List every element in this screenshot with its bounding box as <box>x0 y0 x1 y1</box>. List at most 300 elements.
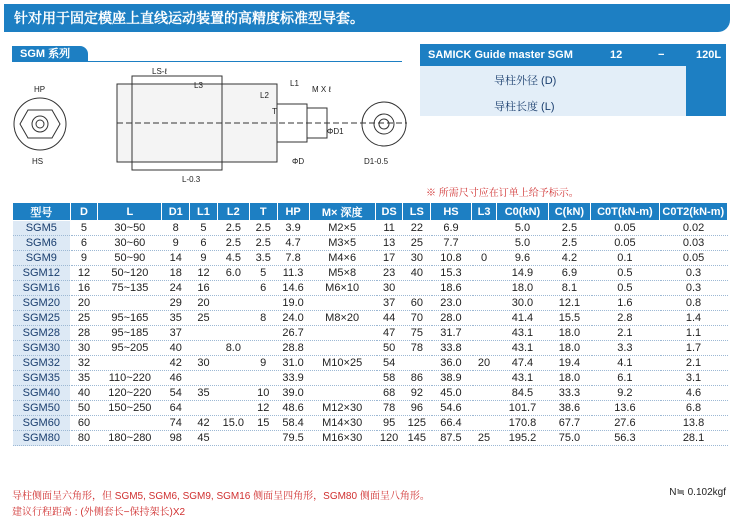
spec-cell: 30 <box>403 251 431 266</box>
spec-cell: 38.6 <box>548 401 591 416</box>
spec-cell <box>217 386 249 401</box>
spec-cell: 75 <box>403 326 431 341</box>
order-notice: ※ 所需尺寸应在订单上给予标示。 <box>426 188 579 199</box>
th-t: T <box>249 203 277 221</box>
banner-title: 针对用于固定模座上直线运动装置的高精度标准型导套。 <box>14 10 364 26</box>
spec-cell: 2.5 <box>249 221 277 236</box>
spec-cell <box>217 401 249 416</box>
spec-cell: 80 <box>70 431 98 446</box>
spec-cell: 9 <box>190 251 218 266</box>
order-code-d: 12 <box>610 49 623 61</box>
spec-cell <box>309 326 375 341</box>
spec-cell: 11 <box>375 221 403 236</box>
model-cell: SGM16 <box>13 281 71 296</box>
spec-cell: 18.6 <box>431 281 472 296</box>
spec-cell: 6 <box>70 236 98 251</box>
th-l: L <box>98 203 162 221</box>
spec-cell: 29 <box>162 296 190 311</box>
spec-cell <box>309 296 375 311</box>
spec-cell <box>471 311 497 326</box>
spec-cell: 15.5 <box>548 311 591 326</box>
spec-cell <box>471 296 497 311</box>
spec-cell: 78 <box>375 401 403 416</box>
spec-cell: 120 <box>375 431 403 446</box>
spec-cell: 28.1 <box>659 431 727 446</box>
spec-cell: 50~90 <box>98 251 162 266</box>
spec-cell: M12×30 <box>309 401 375 416</box>
spec-cell: 95~165 <box>98 311 162 326</box>
label-hs: HS <box>32 157 44 166</box>
label-d1-05: D1-0.5 <box>364 157 389 166</box>
spec-cell: 10 <box>249 386 277 401</box>
spec-cell: 7.8 <box>277 251 309 266</box>
spec-cell: 24 <box>162 281 190 296</box>
model-cell: SGM9 <box>13 251 71 266</box>
order-code-line2: 导柱长度 (L) <box>494 101 555 113</box>
spec-cell <box>309 341 375 356</box>
series-tab: SGM 系列 <box>12 46 88 62</box>
spec-cell: 8 <box>162 221 190 236</box>
spec-cell: 5 <box>190 221 218 236</box>
spec-cell: 120~220 <box>98 386 162 401</box>
spec-cell: 145 <box>403 431 431 446</box>
spec-cell: 2.1 <box>591 326 659 341</box>
spec-cell: 2.1 <box>659 356 727 371</box>
spec-cell: 0.1 <box>591 251 659 266</box>
spec-cell <box>249 371 277 386</box>
table-row <box>13 341 728 356</box>
spec-cell: 7.7 <box>431 236 472 251</box>
spec-cell: 43.1 <box>497 341 548 356</box>
spec-cell: 66.4 <box>431 416 472 431</box>
th-model: 型号 <box>13 203 71 221</box>
spec-cell: 70 <box>403 311 431 326</box>
spec-cell: 18 <box>162 266 190 281</box>
th-d1: D1 <box>162 203 190 221</box>
spec-cell: 95~185 <box>98 326 162 341</box>
order-code-head <box>420 44 726 66</box>
spec-cell: 28 <box>70 326 98 341</box>
spec-cell: 24.0 <box>277 311 309 326</box>
spec-cell: 0.03 <box>659 236 727 251</box>
table-row <box>13 326 728 341</box>
end-view-left-hex <box>20 110 60 138</box>
th-ds: DS <box>375 203 403 221</box>
label-ls: LS-ℓ <box>152 67 168 76</box>
spec-cell: 8 <box>249 311 277 326</box>
spec-cell: M14×30 <box>309 416 375 431</box>
spec-cell: 50 <box>375 341 403 356</box>
th-ls: LS <box>403 203 431 221</box>
spec-cell: 35 <box>190 386 218 401</box>
spec-cell <box>471 281 497 296</box>
model-cell: SGM5 <box>13 221 71 236</box>
spec-cell: 50 <box>70 401 98 416</box>
spec-cell: 4.5 <box>217 251 249 266</box>
spec-cell: 6.9 <box>431 221 472 236</box>
spec-cell: 20 <box>190 296 218 311</box>
spec-cell: 15.0 <box>217 416 249 431</box>
spec-cell: 1.1 <box>659 326 727 341</box>
spec-cell: 25 <box>403 236 431 251</box>
spec-cell: 4.6 <box>659 386 727 401</box>
spec-cell: 30.0 <box>497 296 548 311</box>
spec-cell: M8×20 <box>309 311 375 326</box>
th-l2: L2 <box>217 203 249 221</box>
spec-cell: 170.8 <box>497 416 548 431</box>
spec-cell: 56.3 <box>591 431 659 446</box>
spec-cell: 9.6 <box>497 251 548 266</box>
model-cell: SGM40 <box>13 386 71 401</box>
spec-cell: 101.7 <box>497 401 548 416</box>
spec-cell: 45 <box>190 431 218 446</box>
order-code-brand: SAMICK Guide master SGM <box>428 49 573 61</box>
spec-cell: 4.7 <box>277 236 309 251</box>
spec-cell: 23 <box>375 266 403 281</box>
spec-cell: 0.05 <box>591 236 659 251</box>
spec-cell: 195.2 <box>497 431 548 446</box>
table-row <box>13 251 728 266</box>
model-cell: SGM6 <box>13 236 71 251</box>
spec-cell: 31.7 <box>431 326 472 341</box>
spec-cell: 13.6 <box>591 401 659 416</box>
spec-cell: 9.2 <box>591 386 659 401</box>
spec-cell <box>217 296 249 311</box>
spec-cell: 2.5 <box>249 236 277 251</box>
model-cell: SGM30 <box>13 341 71 356</box>
spec-cell: 19.4 <box>548 356 591 371</box>
spec-cell: 96 <box>403 401 431 416</box>
spec-header-row <box>13 203 728 221</box>
spec-cell: 1.6 <box>591 296 659 311</box>
spec-cell: 30~50 <box>98 221 162 236</box>
spec-cell: 48.6 <box>277 401 309 416</box>
spec-cell: 28.8 <box>277 341 309 356</box>
spec-cell <box>98 356 162 371</box>
model-cell: SGM35 <box>13 371 71 386</box>
spec-cell: 18.0 <box>548 371 591 386</box>
spec-cell <box>403 356 431 371</box>
label-t: T <box>272 107 277 116</box>
label-l3: L3 <box>194 81 203 90</box>
spec-cell: 125 <box>403 416 431 431</box>
spec-cell: 87.5 <box>431 431 472 446</box>
spec-cell: 9 <box>162 236 190 251</box>
spec-cell: 75.0 <box>548 431 591 446</box>
spec-cell: 47 <box>375 326 403 341</box>
order-code-dash: − <box>658 49 665 61</box>
table-row <box>13 431 728 446</box>
spec-cell: 9 <box>249 356 277 371</box>
spec-cell: 11.3 <box>277 266 309 281</box>
spec-cell <box>217 281 249 296</box>
spec-cell: 22 <box>403 221 431 236</box>
spec-cell <box>471 236 497 251</box>
spec-cell: 0.3 <box>659 266 727 281</box>
spec-cell: 42 <box>162 356 190 371</box>
order-code-line1: 导柱外径 (D) <box>494 75 557 87</box>
spec-cell: 25 <box>70 311 98 326</box>
spec-cell: 78 <box>403 341 431 356</box>
spec-cell: 15 <box>249 416 277 431</box>
footer-note-2: 建议行程距离 : (外侧套长−保持架长)X2 <box>12 507 186 518</box>
spec-cell: 110~220 <box>98 371 162 386</box>
spec-cell: 1.4 <box>659 311 727 326</box>
spec-cell: 39.0 <box>277 386 309 401</box>
order-code-box <box>420 44 726 116</box>
spec-cell: 16 <box>70 281 98 296</box>
spec-cell <box>471 401 497 416</box>
spec-cell: 50~120 <box>98 266 162 281</box>
spec-cell: 40 <box>403 266 431 281</box>
spec-cell: M10×25 <box>309 356 375 371</box>
spec-cell: 47.4 <box>497 356 548 371</box>
spec-cell: 0.5 <box>591 266 659 281</box>
spec-cell <box>190 401 218 416</box>
th-l1: L1 <box>190 203 218 221</box>
spec-cell: 2.5 <box>217 236 249 251</box>
spec-cell: 5.0 <box>497 236 548 251</box>
spec-cell: 37 <box>375 296 403 311</box>
spec-cell <box>309 371 375 386</box>
spec-cell <box>471 371 497 386</box>
spec-cell: 2.5 <box>217 221 249 236</box>
spec-cell: 20 <box>70 296 98 311</box>
spec-cell: 33.3 <box>548 386 591 401</box>
spec-cell: 13.8 <box>659 416 727 431</box>
spec-cell: 2.8 <box>591 311 659 326</box>
th-l3: L3 <box>471 203 497 221</box>
spec-cell: 19.0 <box>277 296 309 311</box>
spec-cell: 25 <box>471 431 497 446</box>
spec-cell: 40 <box>162 341 190 356</box>
spec-cell: 2.5 <box>548 221 591 236</box>
table-row <box>13 296 728 311</box>
spec-cell: 42 <box>190 416 218 431</box>
spec-cell: 35 <box>162 311 190 326</box>
spec-cell: 3.1 <box>659 371 727 386</box>
spec-cell: 64 <box>162 401 190 416</box>
spec-cell: 0.05 <box>659 251 727 266</box>
spec-cell: 0.05 <box>591 221 659 236</box>
spec-cell: 30 <box>70 341 98 356</box>
spec-cell <box>471 386 497 401</box>
model-cell: SGM12 <box>13 266 71 281</box>
spec-cell <box>217 311 249 326</box>
spec-cell: 6.0 <box>217 266 249 281</box>
table-row <box>13 356 728 371</box>
end-view-left-outer <box>14 98 66 150</box>
model-cell: SGM20 <box>13 296 71 311</box>
spec-cell: 44 <box>375 311 403 326</box>
spec-cell: 98 <box>162 431 190 446</box>
spec-cell: 27.6 <box>591 416 659 431</box>
order-code-body <box>420 66 726 116</box>
table-row <box>13 416 728 431</box>
spec-cell: 6.9 <box>548 266 591 281</box>
spec-cell: 0 <box>471 251 497 266</box>
spec-cell: 95~205 <box>98 341 162 356</box>
spec-cell: 36.0 <box>431 356 472 371</box>
spec-cell <box>190 341 218 356</box>
spec-cell: 86 <box>403 371 431 386</box>
spec-cell <box>217 356 249 371</box>
spec-cell: M2×5 <box>309 221 375 236</box>
spec-cell <box>217 431 249 446</box>
spec-cell <box>471 416 497 431</box>
spec-cell: M3×5 <box>309 236 375 251</box>
spec-cell: 2.5 <box>548 236 591 251</box>
th-hp: HP <box>277 203 309 221</box>
table-row <box>13 266 728 281</box>
spec-cell: 33.8 <box>431 341 472 356</box>
model-cell: SGM50 <box>13 401 71 416</box>
spec-cell: 33.9 <box>277 371 309 386</box>
spec-cell: 0.8 <box>659 296 727 311</box>
spec-cell: 180~280 <box>98 431 162 446</box>
th-c0t: C0T(kN-m) <box>591 203 659 221</box>
spec-cell: 10.8 <box>431 251 472 266</box>
spec-cell: 25 <box>190 311 218 326</box>
spec-cell: 60 <box>70 416 98 431</box>
spec-cell <box>403 281 431 296</box>
spec-cell: 75~135 <box>98 281 162 296</box>
label-l2: L2 <box>260 91 269 100</box>
spec-cell: 12 <box>190 266 218 281</box>
spec-cell: 54.6 <box>431 401 472 416</box>
spec-cell <box>249 431 277 446</box>
spec-cell: 30~60 <box>98 236 162 251</box>
spec-cell <box>190 371 218 386</box>
spec-cell: 12 <box>249 401 277 416</box>
table-row <box>13 236 728 251</box>
spec-cell: 84.5 <box>497 386 548 401</box>
table-row <box>13 386 728 401</box>
spec-cell: 67.7 <box>548 416 591 431</box>
model-cell: SGM80 <box>13 431 71 446</box>
spec-cell: 0.5 <box>591 281 659 296</box>
table-row <box>13 281 728 296</box>
spec-cell: 6 <box>249 281 277 296</box>
spec-cell: 40 <box>70 386 98 401</box>
th-c: C(kN) <box>548 203 591 221</box>
spec-cell <box>471 341 497 356</box>
spec-cell: 8.1 <box>548 281 591 296</box>
spec-cell: 54 <box>162 386 190 401</box>
spec-cell: 58.4 <box>277 416 309 431</box>
table-row <box>13 401 728 416</box>
spec-cell <box>249 341 277 356</box>
spec-cell: 92 <box>403 386 431 401</box>
spec-cell: M16×30 <box>309 431 375 446</box>
model-cell: SGM28 <box>13 326 71 341</box>
spec-cell: 12 <box>70 266 98 281</box>
spec-cell <box>217 371 249 386</box>
spec-cell: 14.9 <box>497 266 548 281</box>
spec-cell: 79.5 <box>277 431 309 446</box>
label-mxl: M X ℓ <box>312 85 332 94</box>
spec-cell <box>217 326 249 341</box>
spec-cell: 4.2 <box>548 251 591 266</box>
spec-cell: 60 <box>403 296 431 311</box>
spec-cell: 43.1 <box>497 371 548 386</box>
th-c0t2: C0T2(kN-m) <box>659 203 727 221</box>
spec-cell: 5 <box>70 221 98 236</box>
spec-cell: 68 <box>375 386 403 401</box>
table-row <box>13 221 728 236</box>
model-cell: SGM32 <box>13 356 71 371</box>
spec-cell: 16 <box>190 281 218 296</box>
spec-cell: 45.0 <box>431 386 472 401</box>
spec-cell: 54 <box>375 356 403 371</box>
spec-cell: 43.1 <box>497 326 548 341</box>
series-header <box>12 46 402 62</box>
spec-cell: 15.3 <box>431 266 472 281</box>
spec-cell: 18.0 <box>497 281 548 296</box>
spec-cell: 18.0 <box>548 326 591 341</box>
label-l1: L1 <box>290 79 299 88</box>
th-c0: C0(kN) <box>497 203 548 221</box>
spec-cell: M5×8 <box>309 266 375 281</box>
spec-cell: 8.0 <box>217 341 249 356</box>
spec-cell: 9 <box>70 251 98 266</box>
spec-cell: 5.0 <box>497 221 548 236</box>
spec-cell <box>98 296 162 311</box>
spec-cell: 30 <box>375 281 403 296</box>
spec-cell <box>471 221 497 236</box>
spec-cell: 38.9 <box>431 371 472 386</box>
spec-cell: 23.0 <box>431 296 472 311</box>
spec-table <box>12 202 728 446</box>
spec-cell: 95 <box>375 416 403 431</box>
spec-cell: 30 <box>190 356 218 371</box>
spec-cell: 6.8 <box>659 401 727 416</box>
spec-cell <box>309 386 375 401</box>
spec-cell: 37 <box>162 326 190 341</box>
spec-cell: M4×6 <box>309 251 375 266</box>
label-hp: HP <box>34 85 46 94</box>
spec-cell: 0.02 <box>659 221 727 236</box>
spec-cell: 58 <box>375 371 403 386</box>
spec-cell: 1.7 <box>659 341 727 356</box>
spec-cell: 31.0 <box>277 356 309 371</box>
label-d1: ΦD1 <box>327 127 344 136</box>
spec-cell: 3.3 <box>591 341 659 356</box>
footer-unit: N≒ 0.102kgf <box>669 487 726 498</box>
spec-cell: 13 <box>375 236 403 251</box>
spec-cell: 46 <box>162 371 190 386</box>
spec-cell: 4.1 <box>591 356 659 371</box>
spec-cell: 6.1 <box>591 371 659 386</box>
table-row <box>13 311 728 326</box>
spec-cell: 20 <box>471 356 497 371</box>
spec-cell: 5 <box>249 266 277 281</box>
end-view-right-outer <box>362 102 406 146</box>
footer-note-1: 导柱侧面呈六角形，但 SGM5, SGM6, SGM9, SGM16 侧面呈四角形，SGM80 侧面呈八角形。 <box>12 491 430 502</box>
spec-cell: 41.4 <box>497 311 548 326</box>
page-banner <box>4 4 730 32</box>
spec-cell: 0.3 <box>659 281 727 296</box>
label-d: ΦD <box>292 157 305 166</box>
spec-cell <box>471 266 497 281</box>
spec-cell: M6×10 <box>309 281 375 296</box>
spec-cell <box>471 326 497 341</box>
technical-drawing <box>12 64 410 200</box>
spec-cell: 3.5 <box>249 251 277 266</box>
th-d: D <box>70 203 98 221</box>
spec-cell: 14.6 <box>277 281 309 296</box>
spec-cell <box>249 296 277 311</box>
